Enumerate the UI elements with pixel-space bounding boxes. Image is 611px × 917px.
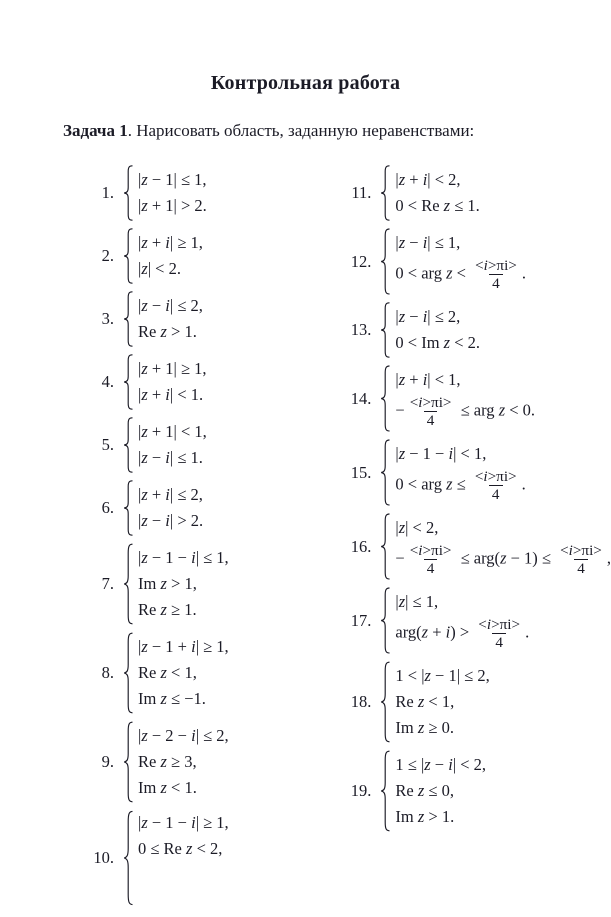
system-lines: [395, 752, 486, 830]
inequality-line: |z + 1| > 2.: [138, 196, 207, 215]
fraction-numerator: <i>πi>: [409, 542, 452, 559]
inequality-line: Im z < 1.: [138, 778, 197, 797]
fraction: [472, 468, 520, 503]
problem-item: [80, 543, 297, 625]
inequality-line: |z + 1| < 1,: [138, 422, 207, 441]
brace-glyph: [123, 632, 134, 714]
problem-number: 15.: [350, 462, 372, 482]
problems-column-left: [80, 165, 297, 906]
inequality-line: |z − i| ≤ 2,: [138, 296, 203, 315]
inequality-line: |z| < 2.: [138, 259, 181, 278]
page-title: Контрольная работа: [210, 72, 401, 94]
problem-item: [337, 587, 611, 654]
system-lines: [395, 441, 525, 504]
inequality-line: |z − i| ≤ 1.: [138, 448, 203, 467]
problem-item: [337, 750, 611, 832]
system-lines: [138, 545, 229, 623]
problem-number: 6.: [101, 498, 114, 517]
inequality-line: |z − 1 − i| < 1,: [395, 444, 487, 463]
inequality-line: − $\frac{<i>\pi i>}{4}$ ≤ arg z < 0.: [395, 394, 536, 429]
inequality-line: 1 < |z − 1| ≤ 2,: [395, 666, 490, 685]
system-brace: [123, 417, 134, 473]
problem-number: 12.: [350, 251, 372, 271]
fraction-numerator: <i>πi>: [475, 257, 517, 274]
inequality-line: |z − i| ≤ 2,: [395, 307, 461, 326]
system-lines: [138, 356, 207, 408]
problem-item: [80, 810, 297, 906]
system-lines: [138, 482, 203, 534]
task-text: . Нарисовать область, заданную неравенствами:: [127, 121, 475, 140]
system-brace: [380, 365, 391, 432]
brace-glyph: [123, 417, 134, 473]
brace-glyph: [380, 228, 391, 295]
brace-glyph: [123, 354, 134, 410]
inequality-line: Im z > 1,: [138, 574, 197, 593]
system-lines: [138, 419, 207, 471]
system-lines: [395, 230, 526, 293]
problem-number: 7.: [101, 574, 114, 593]
inequality-line: |z − 1 − i| ≥ 1,: [138, 813, 229, 832]
system-lines: [138, 167, 207, 219]
problem-number: 4.: [101, 372, 114, 391]
problem-item: [337, 228, 611, 295]
problem-number: 18.: [350, 692, 372, 711]
system-brace: [123, 632, 134, 714]
system-lines: [395, 589, 529, 652]
inequality-line: |z + i| < 1.: [138, 385, 204, 404]
brace-glyph: [123, 165, 134, 221]
inequality-line: 0 < arg z < $\frac{<i>\pi i>}{4}$ .: [395, 257, 526, 292]
system-brace: [380, 439, 391, 506]
fraction: [475, 616, 523, 651]
problem-number: 13.: [350, 320, 372, 339]
problem-item: [80, 228, 297, 284]
system-brace: [123, 543, 134, 625]
brace-glyph: [380, 365, 391, 432]
fraction-numerator: <i>πi>: [560, 542, 602, 559]
system-brace: [123, 810, 134, 906]
inequality-line: |z + i| ≤ 2,: [138, 485, 203, 504]
brace-glyph: [123, 228, 134, 284]
inequality-line: |z − i| ≤ 1,: [395, 233, 461, 252]
problem-item: [80, 165, 297, 221]
inequality-line: |z + i| < 1,: [395, 370, 461, 389]
problem-item: [337, 165, 611, 221]
fraction-numerator: <i>πi>: [478, 616, 521, 633]
system-brace: [123, 480, 134, 536]
problem-number: 14.: [350, 388, 372, 408]
system-brace: [123, 291, 134, 347]
problem-number: 10.: [93, 848, 114, 867]
fraction-denominator: 4: [424, 559, 438, 577]
system-brace: [380, 513, 391, 580]
system-lines: [138, 230, 203, 282]
inequality-line: Re z > 1.: [138, 322, 197, 341]
system-lines: [395, 304, 480, 356]
system-lines: [138, 723, 229, 801]
brace-glyph: [123, 810, 134, 906]
fraction-denominator: 4: [574, 559, 588, 577]
inequality-line: arg(z + i) > $\frac{<i>\pi i>}{4}$ .: [395, 616, 530, 651]
problem-item: [80, 480, 297, 536]
system-lines: [395, 167, 479, 219]
brace-glyph: [380, 302, 391, 358]
system-brace: [380, 661, 391, 743]
fraction: [557, 542, 605, 577]
inequality-line: |z − 2 − i| ≤ 2,: [138, 726, 229, 745]
fraction-denominator: 4: [424, 411, 438, 429]
problem-item: [337, 365, 611, 432]
problem-item: [80, 721, 297, 803]
problem-number: 19.: [350, 781, 372, 800]
brace-glyph: [380, 439, 391, 506]
brace-glyph: [380, 661, 391, 743]
problem-item: [80, 291, 297, 347]
fraction-numerator: <i>πi>: [474, 468, 517, 485]
inequality-line: 0 < arg z ≤ $\frac{<i>\pi i>}{4}$ .: [395, 468, 526, 503]
document-page: [0, 72, 611, 917]
problem-number: 8.: [101, 663, 114, 682]
inequality-line: |z + i| < 2,: [395, 170, 461, 189]
inequality-line: |z − i| > 2.: [138, 511, 204, 530]
system-brace: [380, 750, 391, 832]
fraction: [407, 542, 455, 577]
task-label: Задача 1: [63, 121, 128, 140]
inequality-line: 0 < Re z ≤ 1.: [395, 196, 480, 215]
problem-number: 11.: [351, 183, 372, 202]
brace-glyph: [380, 587, 391, 654]
fraction-denominator: 4: [489, 485, 503, 503]
fraction-numerator: <i>πi>: [409, 394, 452, 411]
problems-columns: [0, 165, 611, 906]
inequality-line: Re z < 1,: [395, 692, 455, 711]
system-brace: [380, 302, 391, 358]
brace-glyph: [123, 543, 134, 625]
inequality-line: 1 ≤ |z − i| < 2,: [395, 755, 487, 774]
system-lines: [395, 663, 489, 741]
system-lines: [395, 367, 535, 430]
problem-item: [80, 632, 297, 714]
system-lines: [138, 634, 229, 712]
problem-item: [337, 439, 611, 506]
problem-number: 3.: [101, 309, 114, 328]
inequality-line: |z − 1 − i| ≤ 1,: [138, 548, 229, 567]
system-lines: [138, 810, 229, 862]
brace-glyph: [123, 480, 134, 536]
fraction-denominator: 4: [492, 633, 506, 651]
fraction-denominator: 4: [489, 274, 503, 292]
system-lines: [395, 515, 611, 578]
system-brace: [123, 165, 134, 221]
inequality-line: Re z < 1,: [138, 663, 197, 682]
system-brace: [380, 165, 391, 221]
inequality-line: |z + i| ≥ 1,: [138, 233, 203, 252]
problem-number: 17.: [350, 610, 372, 630]
inequality-line: |z − 1 + i| ≥ 1,: [138, 637, 229, 656]
problem-item: [80, 417, 297, 473]
brace-glyph: [123, 291, 134, 347]
problem-item: [337, 513, 611, 580]
inequality-line: 0 < Im z < 2.: [395, 333, 481, 352]
brace-glyph: [123, 721, 134, 803]
inequality-line: |z − 1| ≤ 1,: [138, 170, 207, 189]
system-brace: [380, 228, 391, 295]
system-lines: [138, 293, 203, 345]
fraction: [407, 394, 455, 429]
brace-glyph: [380, 750, 391, 832]
inequality-line: Re z ≥ 3,: [138, 752, 197, 771]
inequality-line: Im z > 1.: [395, 807, 455, 826]
system-brace: [123, 354, 134, 410]
system-brace: [380, 587, 391, 654]
inequality-line: Re z ≤ 0,: [395, 781, 454, 800]
inequality-line: Im z ≤ −1.: [138, 689, 206, 708]
inequality-line: Im z ≥ 0.: [395, 718, 454, 737]
inequality-line: − $\frac{<i>\pi i>}{4}$ ≤ arg(z − 1) ≤ $\frac{<i>\pi i>}{4}$ ,: [395, 542, 611, 577]
problem-number: 1.: [101, 183, 114, 202]
problem-number: 2.: [101, 246, 114, 265]
problem-item: [337, 302, 611, 358]
brace-glyph: [380, 513, 391, 580]
inequality-line: |z| ≤ 1,: [395, 592, 439, 611]
problem-number: 5.: [101, 435, 114, 454]
problem-number: 16.: [350, 536, 372, 556]
task-statement: [63, 121, 611, 141]
inequality-line: 0 ≤ Re z < 2,: [138, 839, 223, 858]
problem-item: [337, 661, 611, 743]
problem-number: 9.: [101, 752, 114, 771]
brace-glyph: [380, 165, 391, 221]
inequality-line: |z + 1| ≥ 1,: [138, 359, 207, 378]
inequality-line: |z| < 2,: [395, 518, 439, 537]
system-brace: [123, 721, 134, 803]
system-brace: [123, 228, 134, 284]
problems-column-right: [337, 165, 611, 832]
inequality-line: Re z ≥ 1.: [138, 600, 197, 619]
problem-item: [80, 354, 297, 410]
fraction: [472, 257, 520, 292]
